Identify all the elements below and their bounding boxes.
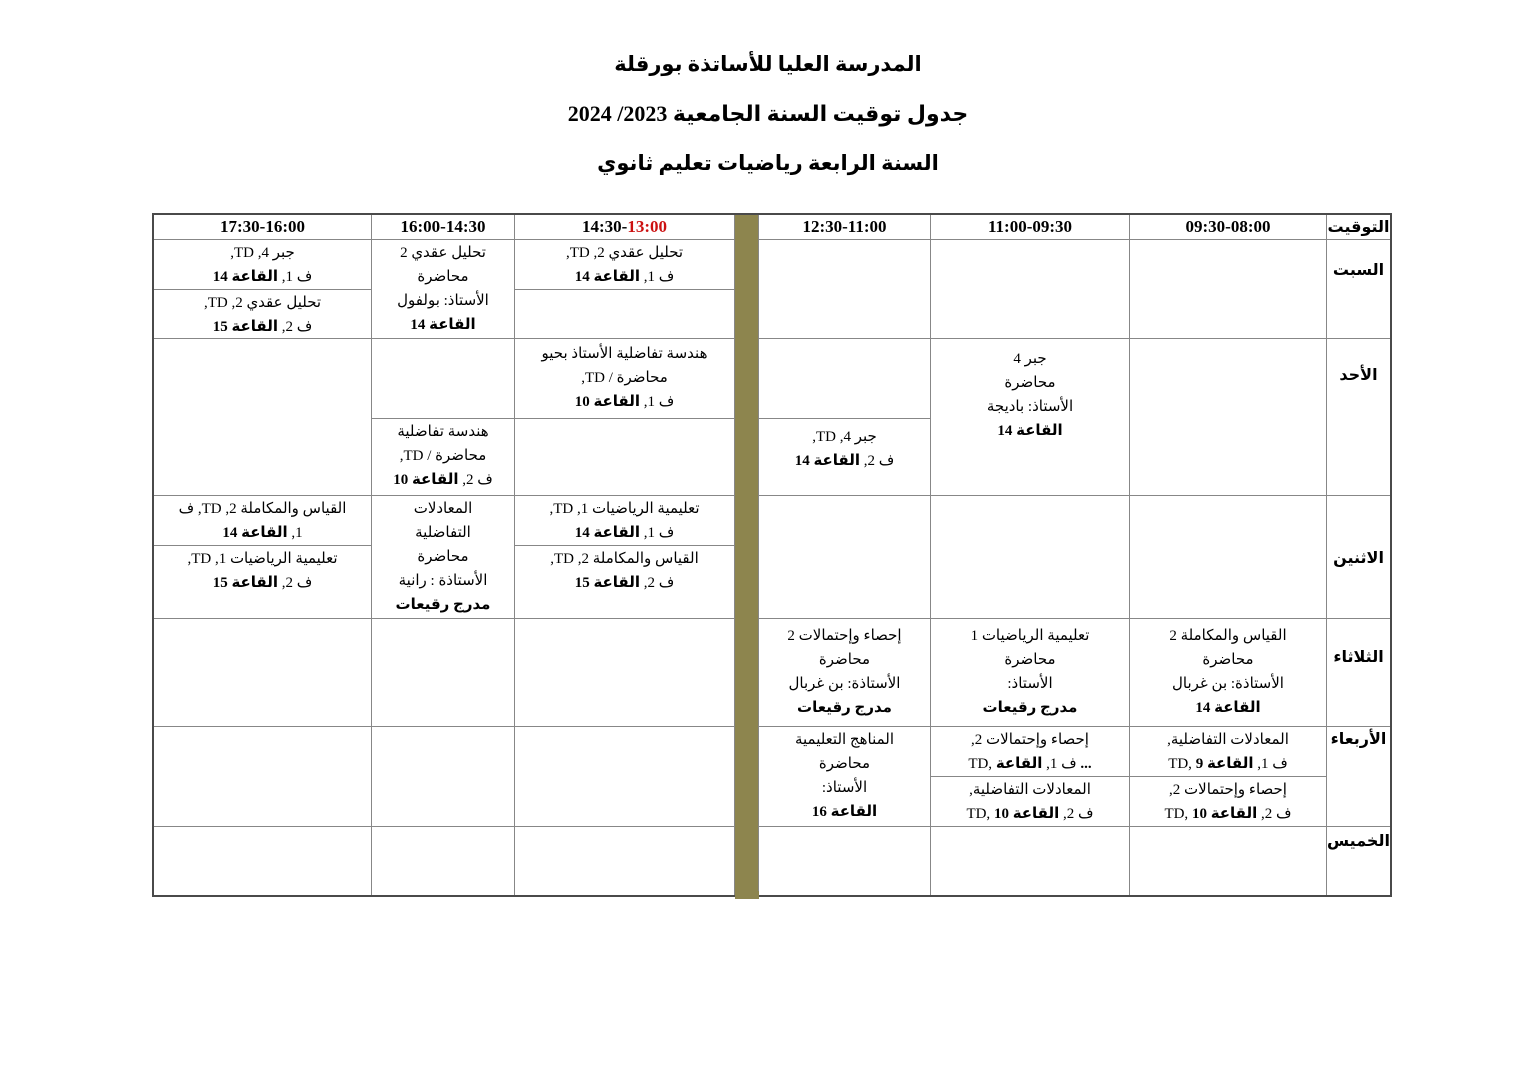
group-part: ف 2, xyxy=(277,575,313,591)
room-line: القاعة 16 xyxy=(811,804,878,820)
course-line: المعادلات التفاضلية, xyxy=(1167,732,1289,748)
course-line: التفاضلية xyxy=(415,525,471,541)
course-line: المعادلات التفاضلية, xyxy=(969,782,1091,798)
room-line xyxy=(1164,802,1291,826)
course-line: تعليمية الرياضيات 1, TD, xyxy=(549,501,700,517)
cell-sat-complex-analysis-td xyxy=(154,290,372,339)
teacher-line: الأستاذ: باديجة xyxy=(986,399,1074,415)
room-line xyxy=(213,315,313,339)
type-line: محاضرة xyxy=(818,756,871,772)
cell-wed-curricula-lecture xyxy=(759,727,931,827)
empty-cell xyxy=(372,727,515,827)
cell-tue-statistics-lecture xyxy=(759,619,931,727)
room-part: القاعة 14 xyxy=(574,269,640,285)
group-part: ف 1, xyxy=(639,269,675,285)
cell-tue-measure-integration-lecture xyxy=(1130,619,1327,727)
day-label-tuesday: الثلاثاء xyxy=(1327,619,1390,727)
time-slot-1730-1600: 17:30-16:00 xyxy=(154,215,372,240)
cell-wed-differential-equations-td-g1 xyxy=(1130,727,1327,777)
empty-cell xyxy=(372,619,515,727)
group-part: 1, xyxy=(287,525,303,541)
room-line xyxy=(575,521,675,545)
empty-cell xyxy=(515,619,735,727)
room-line: القاعة 14 xyxy=(410,317,476,333)
group-part: ف 1, xyxy=(277,269,313,285)
room-part: القاعة 10 xyxy=(1191,806,1258,822)
day-label-sunday: الأحد xyxy=(1327,339,1390,496)
school-title: المدرسة العليا للأساتذة بورقلة xyxy=(614,52,922,76)
course-line: تحليل عقدي 2 xyxy=(400,245,486,261)
type-line: محاضرة / TD, xyxy=(399,448,487,464)
course-line: جبر 4, TD, xyxy=(230,245,295,261)
course-line: القياس والمكاملة 2, TD, xyxy=(550,551,699,567)
room-line xyxy=(213,571,313,595)
teacher-line: الأستاذة: بن غربال xyxy=(788,676,901,692)
empty-cell xyxy=(1130,339,1327,496)
cell-mon-differential-equations-lecture xyxy=(372,496,515,619)
empty-cell xyxy=(931,496,1130,619)
empty-cell xyxy=(372,827,515,895)
room-line xyxy=(968,752,1091,776)
course-line: المناهج التعليمية xyxy=(794,732,895,748)
group-part: ف 2, xyxy=(639,575,675,591)
room-part: القاعة 10 xyxy=(993,806,1060,822)
empty-cell xyxy=(154,827,372,895)
cell-mon-measure-integration-td-g2 xyxy=(515,546,735,619)
teacher-line: الأستاذة: بن غربال xyxy=(1172,676,1284,692)
room-part: القاعة 14 xyxy=(574,525,640,541)
course-line: جبر 4, TD, xyxy=(812,429,877,445)
course-line: هندسة تفاضلية xyxy=(397,424,489,440)
empty-cell xyxy=(515,290,735,339)
cell-mon-math-didactics-td-g1 xyxy=(515,496,735,546)
room-line xyxy=(575,571,675,595)
empty-cell xyxy=(931,827,1130,895)
group-part: TD, ف 1, xyxy=(1168,756,1288,772)
room-part: القاعة ... xyxy=(995,756,1092,772)
course-line: المعادلات xyxy=(413,501,473,517)
time-slot-1100-0930: 11:00-09:30 xyxy=(931,215,1130,240)
group-part: ف 1, xyxy=(639,525,675,541)
empty-cell xyxy=(759,240,931,339)
room-part: القاعة 9 xyxy=(1195,756,1254,772)
course-line: تعليمية الرياضيات 1, TD, xyxy=(187,551,338,567)
time-part-black: 14:30- xyxy=(582,217,628,236)
course-line: هندسة تفاضلية الأستاذ بحيو xyxy=(541,346,708,362)
course-line: تحليل عقدي 2, TD, xyxy=(203,295,322,311)
teacher-line: الأستاذ: xyxy=(1007,676,1053,692)
cell-sat-complex-analysis-lecture xyxy=(372,240,515,339)
course-line: إحصاء وإحتمالات 2, xyxy=(1169,782,1287,798)
room-line xyxy=(213,265,313,289)
room-line xyxy=(1168,752,1288,776)
cell-wed-differential-equations-td-g2 xyxy=(931,777,1130,827)
course-line: القياس والمكاملة 2, TD, ف xyxy=(178,501,347,517)
teacher-line: الأستاذ: بولفول xyxy=(397,293,489,309)
empty-cell xyxy=(1130,827,1327,895)
empty-cell xyxy=(515,727,735,827)
course-line: جبر 4 xyxy=(1013,351,1047,367)
room-line: مدرج رقيعات xyxy=(797,700,892,716)
cell-mon-math-didactics-td-g2 xyxy=(154,546,372,619)
empty-cell xyxy=(759,496,931,619)
separator-overflow-mark xyxy=(735,891,759,899)
empty-cell xyxy=(154,619,372,727)
time-part-red: 13:00 xyxy=(627,217,667,236)
cell-wed-statistics-td-g1 xyxy=(931,727,1130,777)
teacher-line: الأستاذ: xyxy=(821,780,868,796)
cell-sat-algebra4-td xyxy=(154,240,372,290)
empty-cell xyxy=(931,240,1130,339)
type-line: محاضرة xyxy=(818,652,871,668)
document-title: جدول توقيت السنة الجامعية 2023/ 2024 xyxy=(567,101,969,126)
time-slot-1430-1300 xyxy=(515,215,735,240)
empty-cell xyxy=(515,827,735,895)
cell-sun-algebra4-td-g2 xyxy=(759,419,931,496)
type-line: محاضرة xyxy=(1202,652,1254,668)
type-line: محاضرة xyxy=(417,549,469,565)
cell-sun-differential-geometry-g2 xyxy=(372,419,515,496)
course-line: إحصاء وإحتمالات 2, xyxy=(971,732,1089,748)
cell-sun-differential-geometry-g1 xyxy=(515,339,735,419)
room-part: القاعة 10 xyxy=(393,472,459,488)
room-line: القاعة 14 xyxy=(997,423,1063,439)
type-line: محاضرة xyxy=(417,269,469,285)
group-part: ف 2, xyxy=(277,319,313,335)
cell-mon-measure-integration-td-g1 xyxy=(154,496,372,546)
empty-cell xyxy=(1130,496,1327,619)
type-line: محاضرة xyxy=(1004,652,1056,668)
type-line: محاضرة / TD, xyxy=(581,370,668,386)
day-label-saturday: السبت xyxy=(1327,240,1390,339)
cell-sat-complex-analysis-td-g1 xyxy=(515,240,735,290)
day-label-thursday: الخميس xyxy=(1327,833,1390,850)
cell-tue-math-didactics-lecture xyxy=(931,619,1130,727)
course-line: إحصاء وإحتمالات 2 xyxy=(787,628,902,644)
empty-cell xyxy=(154,727,372,827)
room-part: القاعة 15 xyxy=(212,575,278,591)
room-part: القاعة 14 xyxy=(794,453,860,469)
empty-cell xyxy=(759,827,931,895)
time-slot-0930-0800: 09:30-08:00 xyxy=(1130,215,1327,240)
group-part: ف 1, xyxy=(639,394,675,410)
room-part: القاعة 10 xyxy=(574,394,640,410)
room-line: القاعة 14 xyxy=(1195,700,1261,716)
empty-cell xyxy=(515,419,735,496)
cell-sun-algebra4-lecture xyxy=(931,339,1130,496)
corner-header-timing: التوقيت xyxy=(1327,215,1390,240)
timetable-grid xyxy=(152,213,1392,897)
room-part: القاعة 15 xyxy=(212,319,278,335)
room-line: مدرج رقيعات xyxy=(982,700,1078,716)
room-line xyxy=(575,265,675,289)
time-slot-1600-1430: 16:00-14:30 xyxy=(372,215,515,240)
empty-cell xyxy=(372,339,515,419)
cell-wed-statistics-td-g2 xyxy=(1130,777,1327,827)
type-line: محاضرة xyxy=(1004,375,1056,391)
empty-cell xyxy=(759,339,931,419)
empty-cell xyxy=(1130,240,1327,339)
course-line: القياس والمكاملة 2 xyxy=(1169,628,1287,644)
room-line: مدرج رقيعات xyxy=(395,597,491,613)
room-part: القاعة 14 xyxy=(222,525,288,541)
day-label-monday: الاثنين xyxy=(1327,496,1390,619)
room-part: القاعة 15 xyxy=(574,575,640,591)
group-part: TD, ف 1, xyxy=(968,756,1077,772)
empty-cell xyxy=(154,339,372,496)
course-line: تحليل عقدي 2, TD, xyxy=(565,245,684,261)
course-line: تعليمية الرياضيات 1 xyxy=(970,628,1090,644)
group-part: ف 2, xyxy=(859,453,895,469)
time-slot-1230-1100: 12:30-11:00 xyxy=(759,215,931,240)
lunch-break-separator xyxy=(735,215,759,895)
group-part: TD, ف 2, xyxy=(966,806,1094,822)
room-line xyxy=(222,521,302,545)
day-label-wednesday: الأربعاء xyxy=(1327,727,1390,827)
room-line xyxy=(575,390,675,414)
class-subtitle: السنة الرابعة رياضيات تعليم ثانوي xyxy=(597,151,939,175)
room-line xyxy=(966,802,1093,826)
teacher-line: الأستاذة : رانية xyxy=(398,573,488,589)
room-line xyxy=(393,468,493,492)
group-part: ف 2, xyxy=(458,472,493,488)
group-part: TD, ف 2, xyxy=(1164,806,1292,822)
room-line xyxy=(795,449,895,473)
room-part: القاعة 14 xyxy=(212,269,278,285)
